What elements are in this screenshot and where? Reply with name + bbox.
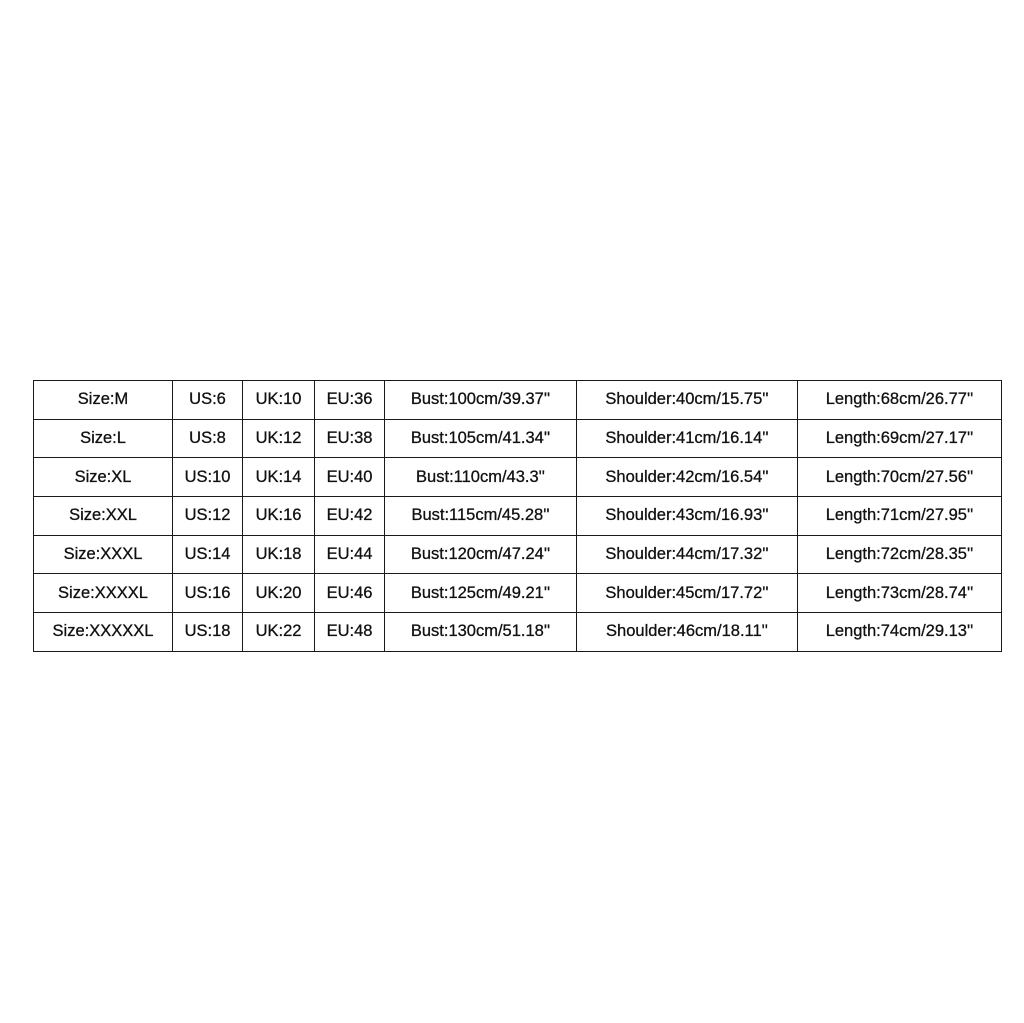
table-row <box>34 381 1002 420</box>
table-row <box>34 419 1002 458</box>
table-row <box>34 458 1002 497</box>
shoulder-cell: Shoulder:46cm/18.11'' <box>577 613 798 652</box>
us-size-cell: US:8 <box>173 419 243 458</box>
length-cell: Length:70cm/27.56'' <box>798 458 1002 497</box>
eu-size-cell: EU:40 <box>315 458 385 497</box>
uk-size-cell: UK:14 <box>243 458 315 497</box>
uk-size-cell: UK:18 <box>243 535 315 574</box>
table-row <box>34 535 1002 574</box>
eu-size-cell: EU:44 <box>315 535 385 574</box>
shoulder-cell: Shoulder:44cm/17.32'' <box>577 535 798 574</box>
bust-cell: Bust:125cm/49.21'' <box>385 574 577 613</box>
bust-cell: Bust:120cm/47.24'' <box>385 535 577 574</box>
size-cell: Size:XXXXL <box>34 574 173 613</box>
shoulder-cell: Shoulder:42cm/16.54'' <box>577 458 798 497</box>
us-size-cell: US:6 <box>173 381 243 420</box>
uk-size-cell: UK:16 <box>243 497 315 536</box>
bust-cell: Bust:115cm/45.28'' <box>385 497 577 536</box>
size-cell: Size:XXXXXL <box>34 613 173 652</box>
us-size-cell: US:10 <box>173 458 243 497</box>
length-cell: Length:73cm/28.74'' <box>798 574 1002 613</box>
length-cell: Length:69cm/27.17'' <box>798 419 1002 458</box>
table-row <box>34 613 1002 652</box>
bust-cell: Bust:130cm/51.18'' <box>385 613 577 652</box>
bust-cell: Bust:105cm/41.34'' <box>385 419 577 458</box>
bust-cell: Bust:110cm/43.3'' <box>385 458 577 497</box>
size-cell: Size:XL <box>34 458 173 497</box>
table-row <box>34 497 1002 536</box>
shoulder-cell: Shoulder:43cm/16.93'' <box>577 497 798 536</box>
size-cell: Size:XXL <box>34 497 173 536</box>
us-size-cell: US:16 <box>173 574 243 613</box>
length-cell: Length:71cm/27.95'' <box>798 497 1002 536</box>
length-cell: Length:68cm/26.77'' <box>798 381 1002 420</box>
uk-size-cell: UK:12 <box>243 419 315 458</box>
eu-size-cell: EU:42 <box>315 497 385 536</box>
shoulder-cell: Shoulder:40cm/15.75'' <box>577 381 798 420</box>
shoulder-cell: Shoulder:41cm/16.14'' <box>577 419 798 458</box>
us-size-cell: US:14 <box>173 535 243 574</box>
size-chart-table <box>33 380 1002 652</box>
length-cell: Length:72cm/28.35'' <box>798 535 1002 574</box>
eu-size-cell: EU:38 <box>315 419 385 458</box>
uk-size-cell: UK:10 <box>243 381 315 420</box>
length-cell: Length:74cm/29.13'' <box>798 613 1002 652</box>
eu-size-cell: EU:48 <box>315 613 385 652</box>
bust-cell: Bust:100cm/39.37'' <box>385 381 577 420</box>
size-cell: Size:XXXL <box>34 535 173 574</box>
size-cell: Size:M <box>34 381 173 420</box>
us-size-cell: US:18 <box>173 613 243 652</box>
uk-size-cell: UK:22 <box>243 613 315 652</box>
us-size-cell: US:12 <box>173 497 243 536</box>
uk-size-cell: UK:20 <box>243 574 315 613</box>
eu-size-cell: EU:36 <box>315 381 385 420</box>
eu-size-cell: EU:46 <box>315 574 385 613</box>
table-row <box>34 574 1002 613</box>
size-cell: Size:L <box>34 419 173 458</box>
shoulder-cell: Shoulder:45cm/17.72'' <box>577 574 798 613</box>
